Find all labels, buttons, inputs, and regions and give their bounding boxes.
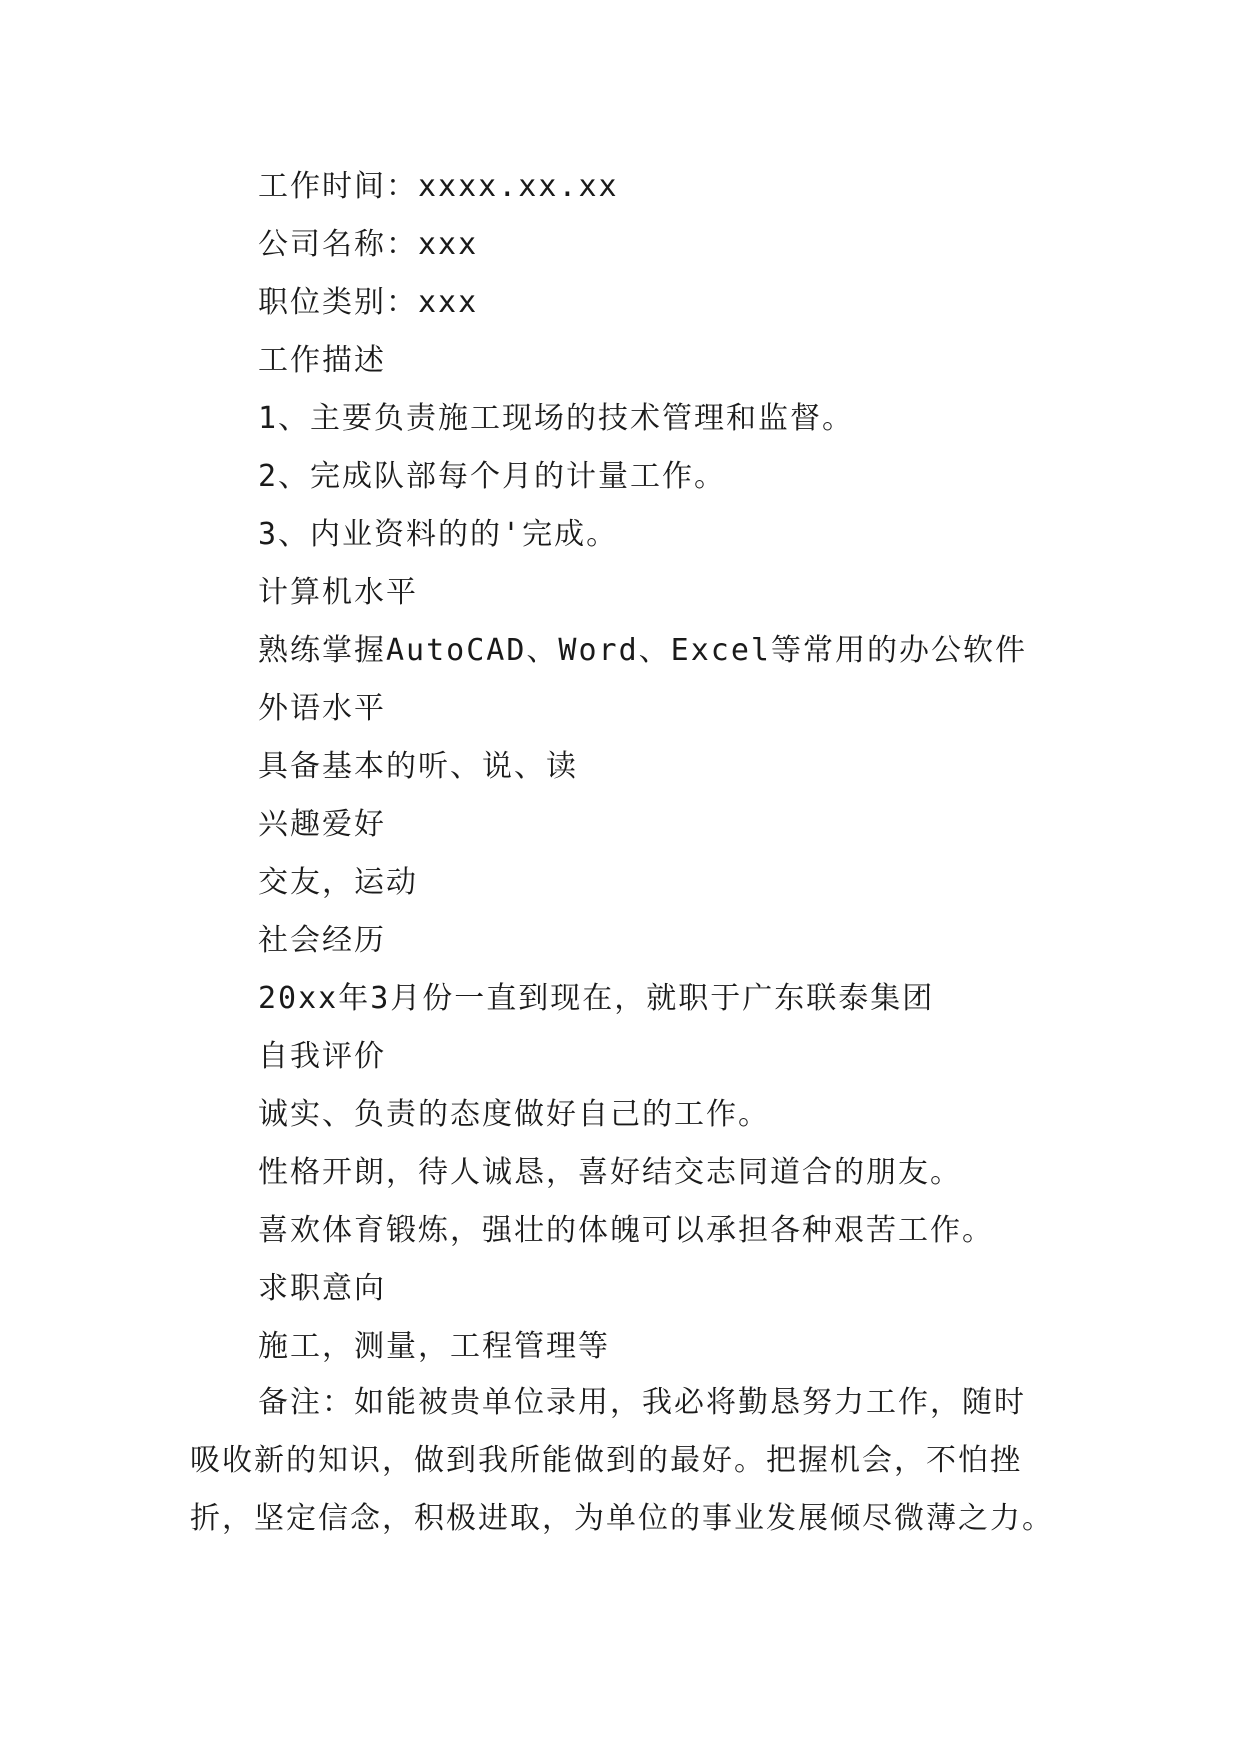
language-text: 具备基本的听、说、读 [258, 749, 578, 784]
section-heading-social-experience: 社会经历 [258, 923, 386, 958]
section-heading-computer-skills: 计算机水平 [258, 575, 418, 610]
work-time-line: 工作时间：xxxx.xx.xx [258, 169, 619, 204]
job-duty-3: 3、内业资料的的'完成。 [258, 517, 619, 552]
note-line-1: 备注：如能被贵单位录用，我必将勤恳努力工作，随时 [258, 1385, 1026, 1420]
company-name-line: 公司名称：xxx [258, 227, 479, 262]
computer-skills-text: 熟练掌握AutoCAD、Word、Excel等常用的办公软件 [258, 633, 1027, 668]
job-intention-text: 施工，测量，工程管理等 [258, 1329, 610, 1364]
job-duty-1: 1、主要负责施工现场的技术管理和监督。 [258, 401, 855, 436]
self-evaluation-1: 诚实、负责的态度做好自己的工作。 [258, 1097, 770, 1132]
note-line-3: 折，坚定信念，积极进取，为单位的事业发展倾尽微薄之力。 [190, 1501, 1054, 1536]
note-line-2: 吸收新的知识，做到我所能做到的最好。把握机会，不怕挫 [190, 1443, 1022, 1478]
job-duty-2: 2、完成队部每个月的计量工作。 [258, 459, 727, 494]
social-experience-text: 20xx年3月份一直到现在，就职于广东联泰集团 [258, 981, 935, 1016]
section-heading-hobbies: 兴趣爱好 [258, 807, 386, 842]
position-category-line: 职位类别：xxx [258, 285, 479, 320]
resume-lines [0, 158, 1241, 1376]
self-evaluation-2: 性格开朗，待人诚恳，喜好结交志同道合的朋友。 [258, 1155, 962, 1190]
section-heading-job-intention: 求职意向 [258, 1271, 386, 1306]
self-evaluation-3: 喜欢体育锻炼，强壮的体魄可以承担各种艰苦工作。 [258, 1213, 994, 1248]
section-heading-self-evaluation: 自我评价 [258, 1039, 386, 1074]
hobbies-text: 交友，运动 [258, 865, 418, 900]
section-heading-language: 外语水平 [258, 691, 386, 726]
section-heading-job-description: 工作描述 [258, 343, 386, 378]
note-paragraph [190, 1374, 1054, 1548]
